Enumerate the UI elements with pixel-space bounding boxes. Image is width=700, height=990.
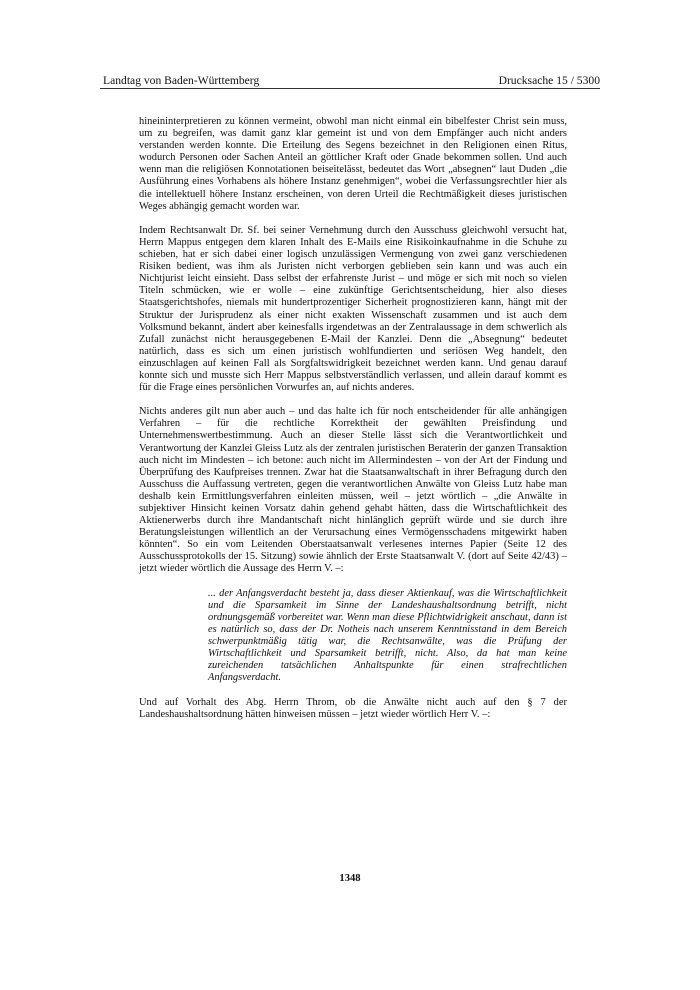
page-header: [103, 69, 600, 87]
paragraph-4: Und auf Vorhalt des Abg. Herrn Throm, ob die Anwälte nicht auch auf den § 7 der Landeshaushaltsordnung hätten hinweisen müssen – jetzt wieder wörtlich Herr V. –:: [139, 696, 567, 720]
header-left-title: Landtag von Baden-Württemberg: [103, 74, 260, 87]
paragraph-1: hineininterpretieren zu können vermeint, obwohl man nicht einmal ein bibelfester Christ sein muss, um zu begreifen, was damit ganz klar gemeint ist und von dem Empfänger auch nicht anders verstanden werden konnte. Die Erteilung des Segens bezeichnet in den Religionen einen Ritus, wodurch Personen oder Sachen Anteil an göttlicher Kraft oder Gnade bekommen sollen. Und auch wenn man die religiösen Konnotationen beiseitelässt, bedeutet das Wort „absegnen“ laut Duden „die Ausführung eines Vorhabens als höhere Instanz genehmigen“, wobei die Verfassungsrechtler hier als die intellektuell höhere Instanz erscheinen, von deren Urteil die Rechtmäßigkeit dieses juristischen Weges abhängig gemacht worden war.: [139, 116, 567, 212]
header-divider: [100, 88, 600, 89]
paragraph-2: Indem Rechtsanwalt Dr. Sf. bei seiner Vernehmung durch den Ausschuss gleichwohl versucht hat, Herrn Mappus entgegen dem klaren Inhalt des E-Mails eine Risikoinkaufnahme in die Schuhe zu schieben, hat er sich dabei einer logisch unzulässigen Vermengung von zwei ganz verschiedenen Risiken bedient, was ihm als Juristen nicht verborgen geblieben sein kann und was auch ein Nichtjurist leicht einsieht. Dass selbst der erfahrenste Jurist – und möge er sich mit noch so vielen Titeln schmücken, wie er wolle – eine zukünftige Gerichtsentscheidung, hier also dieses Staatsgerichtshofes, niemals mit hundertprozentiger Sicherheit prognostizieren kann, hängt mit der Struktur der Jurisprudenz als einer nicht exakten Wissenschaft zusammen und ist auch dem Volksmund bekannt, ändert aber keinesfalls irgendetwas an der Zentralaussage in dem schwerlich als Zufall zunächst nicht herausgegebenen E-Mail der Kanzlei. Denn die „Absegnung“ bedeutet natürlich, dass es sich um einen juristisch wohlfundierten und seriösen Weg handelt, den einzuschlagen auf keinen Fall als Sorgfaltswidrigkeit bezeichnet werden kann. Und genau darauf konnte sich und musste sich Herr Mappus selbstverständlich verlassen, und allein darauf kommt es für die Frage eines persönlichen Vorwurfes an, auf nichts anderes.: [139, 224, 567, 394]
document-body: [139, 116, 567, 721]
block-quote: ... der Anfangsverdacht besteht ja, dass dieser Aktienkauf, was die Wirtschaftlichkeit und die Sparsamkeit im Sinne der Landeshaushaltsordnung betrifft, nicht ordnungsgemäß vorbereitet war. Wenn man diese Pflichtwidrigkeit anschaut, dann ist es natürlich so, dass der Dr. Notheis nach unserem Kenntnisstand in dem Bereich schwerpunktmäßig tätig war, die Rechtsanwälte, was die Prüfung der Wirtschaftlichkeit und Sparsamkeit betrifft, nicht. Also, da hat man keine zureichenden tatsächlichen Anhaltspunkte für einen strafrechtlichen Anfangsverdacht.: [208, 587, 567, 684]
paragraph-3: Nichts anderes gilt nun aber auch – und das halte ich für noch entscheidender für alle anhängigen Verfahren – für die rechtliche Korrektheit der gewählten Preisfindung und Unternehmenswertbestimmung. Auch an dieser Stelle lässt sich die Verantwortlichkeit und Verantwortung der Kanzlei Gleiss Lutz als der zentralen juristischen Beraterin der ganzen Transaktion auch nicht im Mindesten – ich betone: auch nicht im Allermindesten – von der Art der Findung und Überprüfung des Kaufpreises trennen. Zwar hat die Staatsanwaltschaft in ihrer Befragung durch den Ausschuss die Auffassung vertreten, gegen die verantwortlichen Anwälte von Gleiss Lutz habe man deshalb kein Ermittlungsverfahren einleiten müssen, weil – jetzt wörtlich – „die Anwälte in subjektiver Hinsicht keinen Vorsatz dahin gehend gehabt hätten, dass die Wirtschaftlichkeit des Aktienerwerbs durch ihre Mandantschaft nicht hinlänglich geprüft würde und sie durch ihre Beratungsleistungen willentlich an der Verursachung eines Vermögensschadens mitgewirkt haben könnten“. So ein vom Leitenden Oberstaatsanwalt verlesenes internes Papier (Seite 12 des Ausschussprotokolls der 15. Sitzung) sowie ähnlich der Erste Staatsanwalt V. (dort auf Seite 42/43) – jetzt wieder wörtlich die Aussage des Herrn V. –:: [139, 406, 567, 575]
header-document-number: Drucksache 15 / 5300: [498, 74, 600, 87]
page-number: 1348: [339, 873, 361, 884]
